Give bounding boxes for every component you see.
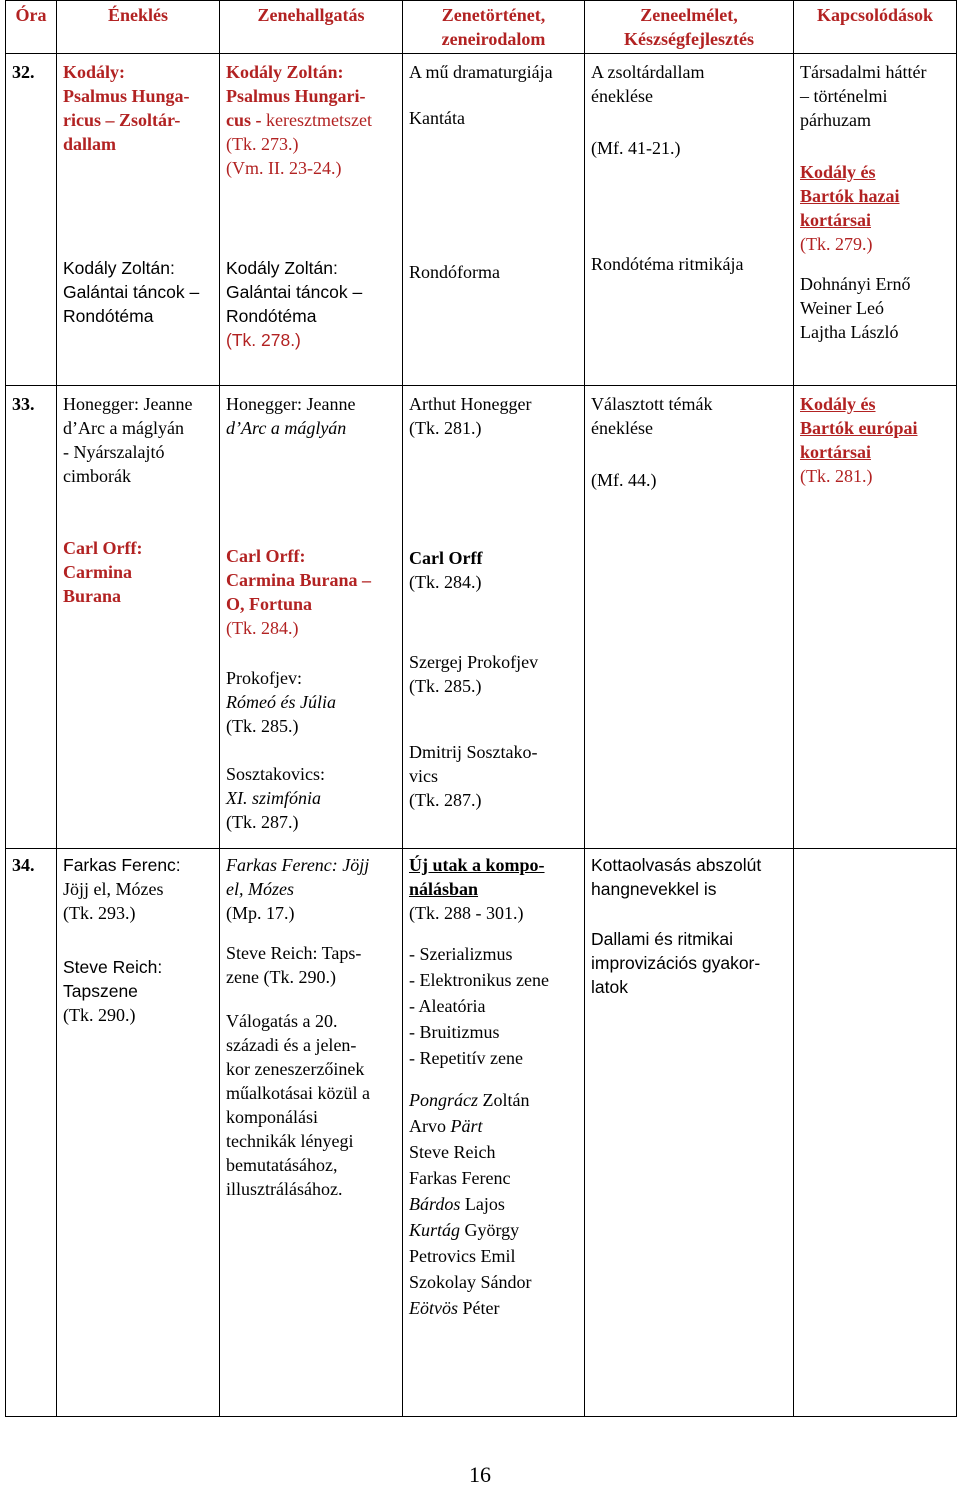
curriculum-table: [5, 0, 957, 1417]
composer-item: Farkas Ferenc: [409, 1168, 511, 1188]
page-number: 16: [469, 1462, 491, 1487]
composer-item: Eötvös Péter: [409, 1298, 500, 1318]
listening-cell: Kodály Zoltán: Psalmus Hungari- cus - keresztmetszet (Tk. 273.) (Vm. II. 23-24.) Kodály Zoltán: Galántai táncok – Rondótéma (Tk. 278.): [220, 54, 403, 386]
header-kapcsolodasok: Kapcsolódások: [794, 1, 957, 54]
composer-item: Szokolay Sándor: [409, 1272, 532, 1292]
table-row: [6, 849, 957, 1417]
composer-item: Kurtág György: [409, 1220, 520, 1240]
history-cell: Új utak a kompo- nálásban (Tk. 288 - 301.) - Szerializmus - Elektronikus zene - Aleatória - Bruitizmus - Repetitív zene Pongrácz Zoltán Arvo Pärt Steve Reich Farkas Ferenc Bárdos Lajos Kurtág György Petrovics Emil Szokolay Sándor Eötvös Péter: [403, 849, 585, 1417]
technique-item: - Szerializmus: [409, 944, 513, 964]
table-row: [6, 386, 957, 849]
connections-cell: Társadalmi háttér – történelmi párhuzam Kodály és Bartók hazai kortársai (Tk. 279.) Dohnányi Ernő Weiner Leó Lajtha László: [794, 54, 957, 386]
singing-cell: Kodály: Psalmus Hunga- ricus – Zsoltár- dallam Kodály Zoltán: Galántai táncok – Rondótéma: [57, 54, 220, 386]
technique-item: - Bruitizmus: [409, 1022, 500, 1042]
singing-cell: Honegger: Jeanne d’Arc a máglyán - Nyárszalajtó cimborák Carl Orff: Carmina Burana: [57, 386, 220, 849]
header-zenetortenet: Zenetörténet, zeneirodalom: [403, 1, 585, 54]
theory-cell: Kottaolvasás abszolút hangnevekkel is Dallami és ritmikai improvizációs gyakor- latok: [585, 849, 794, 1417]
lesson-number: 34.: [6, 849, 57, 1417]
technique-item: - Elektronikus zene: [409, 970, 549, 990]
table-row: [6, 54, 957, 386]
theory-cell: A zsoltárdallam éneklése (Mf. 41-21.) Rondótéma ritmikája: [585, 54, 794, 386]
composer-item: Arvo Pärt: [409, 1116, 483, 1136]
lesson-number: 33.: [6, 386, 57, 849]
composer-item: Steve Reich: [409, 1142, 496, 1162]
theory-cell: Választott témák éneklése (Mf. 44.): [585, 386, 794, 849]
header-row: [6, 1, 957, 54]
header-zenehallgatas: Zenehallgatás: [220, 1, 403, 54]
listening-cell: Farkas Ferenc: Jöjj el, Mózes (Mp. 17.) Steve Reich: Taps- zene (Tk. 290.) Válogatás a 20. századi és a jelen- kor zeneszerzőinek műalkotásai közül a komponálási technikák lényegi bemutatásához, illusztrálásához.: [220, 849, 403, 1417]
singing-cell: Farkas Ferenc: Jöjj el, Mózes (Tk. 293.) Steve Reich: Tapszene (Tk. 290.): [57, 849, 220, 1417]
connections-cell: Kodály és Bartók európai kortársai (Tk. 281.): [794, 386, 957, 849]
composer-item: Bárdos Lajos: [409, 1194, 505, 1214]
header-enekles: Éneklés: [57, 1, 220, 54]
listening-cell: Honegger: Jeanne d’Arc a máglyán Carl Orff: Carmina Burana – O, Fortuna (Tk. 284.) Prokofjev: Rómeó és Júlia (Tk. 285.) Sosztakovics: XI. szimfónia (Tk. 287.): [220, 386, 403, 849]
history-cell: Arthut Honegger (Tk. 281.) Carl Orff (Tk. 284.) Szergej Prokofjev (Tk. 285.) Dmitrij Sosztako- vics (Tk. 287.): [403, 386, 585, 849]
header-ora: Óra: [6, 1, 57, 54]
composer-item: Pongrácz Zoltán: [409, 1090, 530, 1110]
history-cell: A mű dramaturgiája Kantáta Rondóforma: [403, 54, 585, 386]
technique-item: - Aleatória: [409, 996, 486, 1016]
lesson-number: 32.: [6, 54, 57, 386]
composer-item: Petrovics Emil: [409, 1246, 516, 1266]
header-zeneelmelet: Zeneelmélet, Készségfejlesztés: [585, 1, 794, 54]
connections-cell: [794, 849, 957, 1417]
technique-item: - Repetitív zene: [409, 1048, 523, 1068]
